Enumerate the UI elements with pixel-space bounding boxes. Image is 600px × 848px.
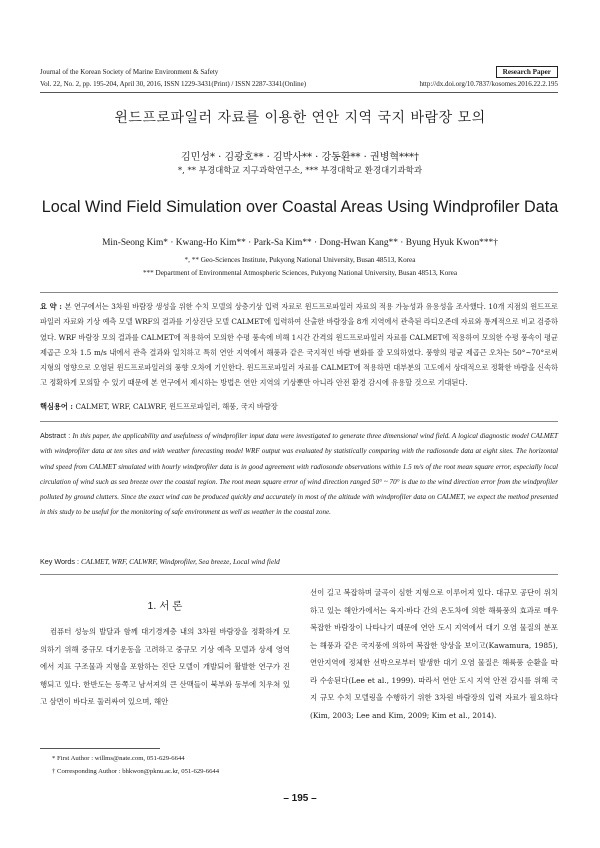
footnote-first-author: * First Author : willms@nate.com, 051-629-6644: [52, 755, 185, 762]
affiliation-english-1: *, ** Geo-Sciences Institute, Pukyong National University, Busan 48513, Korea: [184, 256, 416, 264]
divider: [40, 574, 558, 575]
header-rule: [40, 92, 558, 93]
body-text-left-column: 컴퓨터 성능의 발달과 함께 대기경계층 내의 3차원 바람장을 정확하게 모의하기 위해 중규모 대기운동을 고려하고 중규모 기상 예측 모델과 상세 영역에서 지표 구조물과 지형을 포함하는 진단 모델이 개발되어 활발한 연구가 진행되고 있다. 한반도는 동쪽고 남서져의 큰 산맥들이 북부와 동부에 치우쳐 있고 삼면이 바다로 둘러싸여 있으며, 해안: [40, 627, 290, 706]
section-heading-introduction: 1. 서 론: [147, 600, 183, 612]
page-number: – 195 –: [283, 793, 317, 804]
keywords-english: [40, 557, 280, 566]
abstract-english: [40, 429, 558, 521]
divider: [40, 292, 558, 293]
abstract-korean: [40, 299, 558, 391]
authors-korean: 김민성* · 김광호** · 김박사** · 강동환** · 권병혁***†: [180, 152, 420, 163]
keywords-korean-text: CALMET, WRF, CALWRF, 윈드프로파일러, 해풍, 국지 바람장: [75, 402, 278, 411]
abstract-english-text: In this paper, the applicability and usefulness of windprofiler input data were investigated to generate three dimensional wind field. A logical diagnostic model CALMET with windprofiler data at ten sites and with weather forecasting model WRF output was evaluated by statistically comparing with the radiosonde data at eight sites. The horizontal wind speed from CALMET simulated with hourly windprofiler data is in good agreement with radiosonde observations within 1.5 m/s of the root mean square error, especially local circulation of wind such as sea breeze over the coastal region. The root mean square error of wind direction ranged 50° ~ 70° is due to the wind direction error from the windprofiler polluted by ground clutters. Since the exact wind can be produced quickly and accurately in most of the altitude with windprofiler data on CALMET, we expect the method presented in this study to be useful for the monitoring of safe environment as well as weather in the coastal zone.: [40, 432, 559, 517]
keywords-korean: [40, 402, 278, 412]
keywords-korean-label: 핵심용어 :: [40, 402, 76, 411]
research-paper-badge: Research Paper: [496, 66, 558, 78]
body-text-right-column: 선이 길고 복잡하며 굴곡이 심한 지형으로 이루어져 있다. 대규모 공단이 위치하고 있는 해안가에서는 육지-바다 간의 온도차에 의한 해륙풍의 효과로 매우 복잡한 바람장이 나타나기 때문에 연안 도시 지역에서 대기 오염 물질의 분포는 해풍과 같은 국지풍에 의하여 복잡한 양상을 보이고(Kawamura, 1985), 연안지역에 정체한 선박으로부터 발생한 대기 오염 물질은 해륙풍 순환을 따라 수송된다(Lee et al., 1999). 따라서 연안 도시 지역 안전 감시를 위해 국지 규모 수치 모델링을 수행하기 위한 3차원 바람장의 입력 자료가 필요하다 (Kim, 2003; Lee and Kim, 2009; Kim et al., 2014).: [310, 588, 558, 720]
keywords-english-text: CALMET, WRF, CALWRF, Windprofiler, Sea breeze, Local wind field: [81, 558, 280, 566]
divider: [40, 421, 558, 422]
authors-english: Min-Seong Kim* · Kwang-Ho Kim** · Park-Sa Kim** · Dong-Hwan Kang** · Byung Hyuk Kwon***†: [102, 238, 498, 248]
volume-issn-line: Vol. 22, No. 2, pp. 195-204, April 30, 2016, ISSN 1229-3431(Print) / ISSN 2287-3341(Online): [40, 80, 307, 88]
affiliation-korean: *, ** 부경대학교 지구과학연구소, *** 부경대학교 환경대기과학과: [177, 166, 423, 176]
affiliation-english-2: *** Department of Environmental Atmospheric Sciences, Pukyong National University, Busan 48513, Korea: [142, 269, 458, 277]
journal-name: Journal of the Korean Society of Marine Environment & Safety: [40, 68, 219, 76]
abstract-korean-label: 요 약 :: [40, 302, 65, 311]
abstract-english-label: Abstract :: [40, 432, 73, 440]
keywords-english-label: Key Words :: [40, 557, 82, 566]
title-korean: 윈드프로파일러 자료를 이용한 연안 지역 국지 바람장 모의: [114, 110, 486, 126]
doi-link[interactable]: http://dx.doi.org/10.7837/kosomes.2016.22.2.195: [419, 80, 558, 88]
footnote-corresponding-author: † Corresponding Author : bhkwon@pknu.ac.kr, 051-629-6644: [52, 768, 220, 775]
abstract-korean-text: 본 연구에서는 3차원 바람장 생성을 위한 수치 모델의 상층기상 입력 자료로 윈드프로파일러 자료의 적용 가능성과 유용성을 조사했다. 10개 지점의 윈드프로파일러 자료와 기상 예측 모델 WRF의 결과를 기상진단 모델 CALMET에 입력하여 산출한 바람장을 8개 지역에서 관측된 라디오존데 자료와 통계적으로 비교 검증하였다. WRF 바람장 모의 결과를 CALMET에 적용하여 모의한 수평 풍속에 비해 1시간 간격의 윈드프로파일러 자료를 CALMET에 적용하여 모의한 수평 풍속이 평균 제곱근 오차 1.5 m/s 내에서 관측 결과와 일치하고 특히 연안 지역에서 해풍과 같은 국지적인 바람 변화를 잘 모의하였다. 풍향의 평균 제곱근 오차는 50°~70°로써 지형의 영향으로 오염된 윈드프로파일러의 풍향 오차에 기인한다. 윈드프로파일러 자료를 CALMET에 적용하면 대부분의 고도에서 상대적으로 정확한 바람을 신속하고 정확하게 모의할 수 있기 때문에 본 연구에서 제시하는 방법은 연안 지역의 기상뿐만 아니라 안전 환경 감시에 유용할 것으로 기대된다.: [40, 302, 558, 388]
title-english: Local Wind Field Simulation over Coastal Areas Using Windprofiler Data: [41, 198, 559, 216]
footnote-rule: [40, 748, 160, 749]
